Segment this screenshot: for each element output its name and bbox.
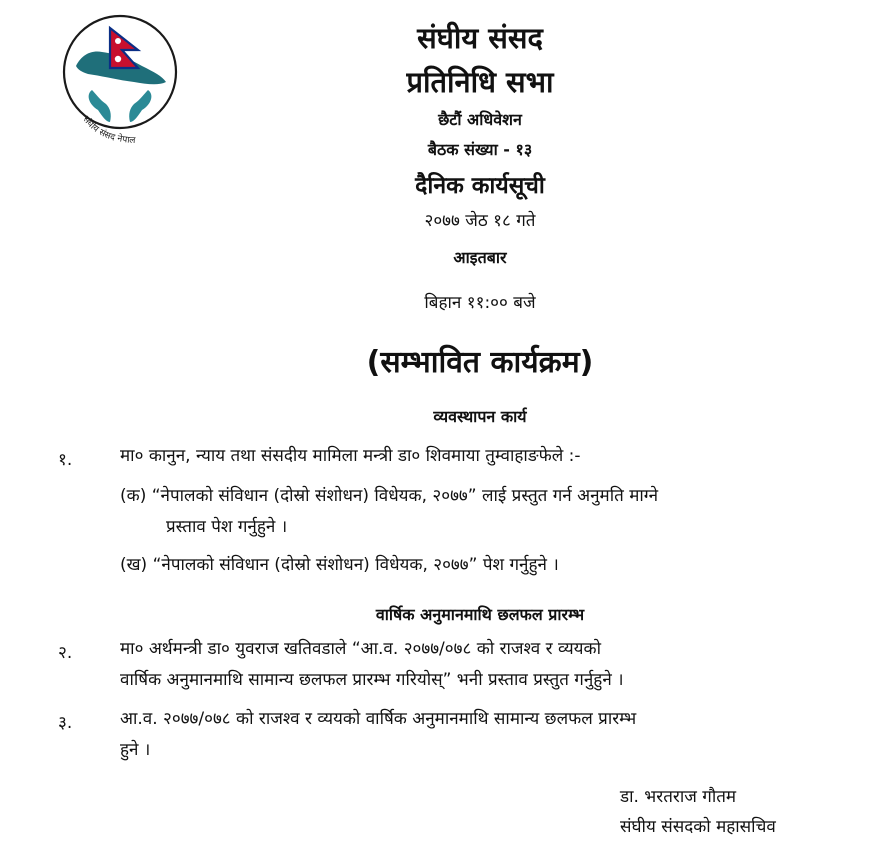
date-label: २०७७ जेठ १८ गते: [424, 211, 536, 231]
meeting-number: बैठक संख्या - १३: [427, 140, 533, 159]
subitem-text: (ख) “नेपालको संविधान (दोस्रो संशोधन) विधेयक, २०७७” पेश गर्नुहुने ।: [120, 555, 559, 575]
time-label: बिहान ११:०० बजे: [424, 293, 536, 313]
item-text: मा० अर्थमन्त्री डा० युवराज खतिवडाले “आ.व. २०७७/०७८ को राजश्व र व्ययको: [120, 639, 601, 659]
section-heading-legislative: व्यवस्थापन कार्य: [433, 407, 527, 426]
session-label: छैटौं अधिवेशन: [438, 110, 522, 129]
signatory-name: डा. भरतराज गौतम: [620, 787, 737, 807]
item-text: वार्षिक अनुमानमाथि सामान्य छलफल प्रारम्भ गरियोस्” भनी प्रस्ताव प्रस्तुत गर्नुहुने ।: [120, 670, 624, 690]
daily-agenda-title: दैनिक कार्यसूची: [415, 173, 545, 199]
signatory-designation: संघीय संसदको महासचिव: [620, 817, 776, 837]
title-federal-parliament: संघीय संसद: [417, 21, 543, 55]
parliament-logo: [58, 10, 188, 158]
item-text: मा० कानुन, न्याय तथा संसदीय मामिला मन्त्री डा० शिवमाया तुम्वाहाङफेले :-: [120, 446, 581, 466]
item-number: ३.: [58, 713, 73, 733]
item-number: २.: [58, 643, 73, 663]
section-heading-budget-discussion: वार्षिक अनुमानमाथि छलफल प्रारम्भ: [375, 605, 585, 624]
parliament-emblem-icon: [58, 10, 188, 158]
title-house-of-representatives: प्रतिनिधि सभा: [406, 65, 554, 99]
program-heading: (सम्भावित कार्यक्रम): [366, 345, 594, 380]
logo-caption: संघीय संसद नेपाल: [80, 114, 136, 147]
day-label: आइतबार: [453, 248, 507, 267]
item-text: हुने ।: [120, 740, 151, 760]
nepal-flag-icon: [110, 28, 138, 68]
item-text: आ.व. २०७७/०७८ को राजश्व र व्ययको वार्षिक अनुमानमाथि सामान्य छलफल प्रारम्भ: [120, 709, 637, 729]
left-hand-icon: [89, 90, 111, 122]
subitem-text: प्रस्ताव पेश गर्नुहुने ।: [166, 517, 288, 537]
right-hand-icon: [129, 90, 151, 122]
item-number: १.: [58, 450, 73, 470]
subitem-text: (क) “नेपालको संविधान (दोस्रो संशोधन) विधेयक, २०७७” लाई प्रस्तुत गर्न अनुमति माग्ने: [120, 486, 659, 506]
